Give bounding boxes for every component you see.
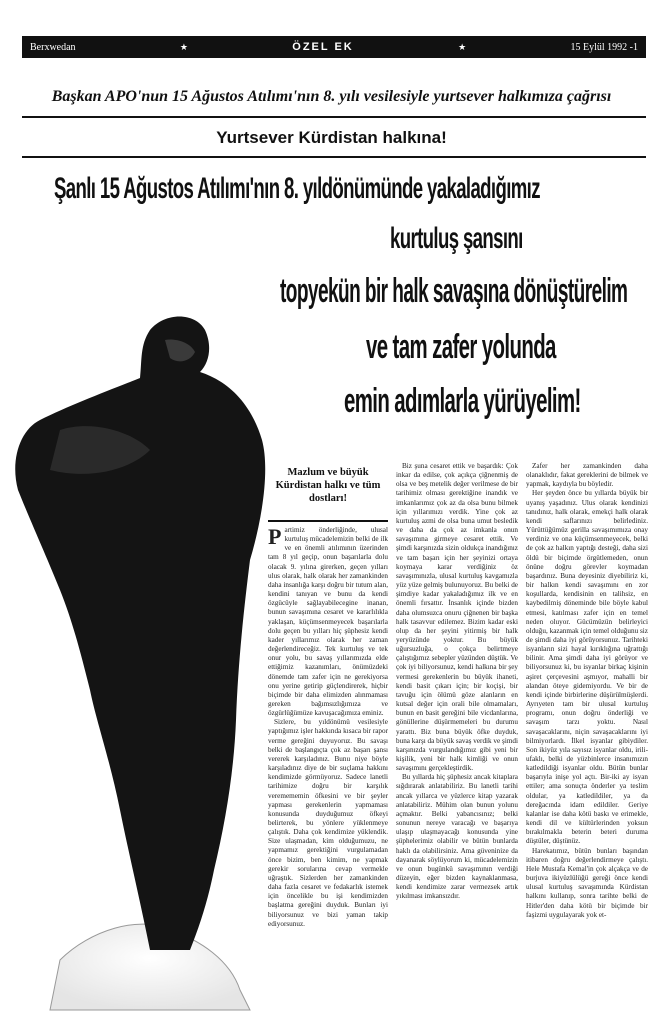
- body-column-3: [526, 462, 648, 1006]
- body-column-1: [268, 526, 388, 1006]
- body-column-2: [396, 462, 518, 1006]
- intro-box-title: Mazlum ve büyük Kürdistan halkı ve tüm dostları!: [275, 467, 381, 504]
- paragraph: Zafer her zamankinden daha olanaklıdır, fakat gereklerini de bilmek ve yapmak, kaydıyla bu böyledir.: [526, 462, 648, 489]
- header-date: 15 Eylül 1992 -1: [570, 41, 638, 53]
- header-section: ÖZEL EK: [292, 41, 354, 53]
- header-publication: Berxwedan: [30, 41, 76, 53]
- headline-line-3: topyekün bir halk savaşına dönüştürelim: [280, 272, 628, 310]
- paragraph: Harekatımız, bütün bunları başından itibaren doğru değerlendirmeye çalıştı. Hele Mustafa Kemal'in çok alçakça ve de burjuva ikiyüzlülüğü gereği önce kendi ulusal kurtuluş savaşımında Kürdistan halkını kullanıp, sonra tarihte belki de Hitler'den daha kötü bir biçimde bir faşizmi uygulayarak yok et-: [526, 846, 648, 919]
- paragraph: artimiz önderliğinde, ulusal kurtuluş mücadelemizin belki de ilk ve en önemli atılımının üzerinden tam 8 yıl geçip, onun başarılarla dolu olacak 9. yılına girerken, geçen yılları ulus olarak, halk olarak her zamankinden daha insanlığa karşı doğru bir tutum alan, kendini tanıyan ve bunu da kendi özgücüyle sağlayabilecegine inanan, bunun savaşımına cesaret ve kararlılıkla yaklaşan, küçümsenmeyecek başarılarla dolu geçen bu yılları hiç şüphesiz kendi kader yıllarımız olarak her zaman değerlendireceğiz. Tek kurtuluş ve tek onur yolu, bu savaş yıllarımızda elde ettiğimiz kazanımları, önümüzdeki dönemde tam zafer için ne gerekiyorsa onu yerine getirip güçlendirerek, hiçbir biçimde bir daha elimizden alınmaması gereken bağımsızlığımıza ve özgürlüğümüze kavuşacağımıza eminiz.: [268, 526, 388, 718]
- address-line: Yurtsever Kürdistan halkına!: [216, 128, 447, 147]
- headline-line-5: emin adımlarla yürüyelim!: [344, 382, 581, 420]
- header-bar: [22, 36, 646, 58]
- paragraph: Her şeyden önce bu yıllarda büyük bir uyanış yaşadınız. Ulus olarak kendinizi tanıdınız, halk olarak, emekçi halk olarak kendi saflarınızı belirlediniz. Yürüttüğümüz gerilla savaşımımıza onay verdiniz ve ona küçümsenmeyecek, belki de çok az halkın yaptığı desteği, daha sizi öldü bir biçimde örgütlemeden, onun önüne doğru görevler koymadan başardınız. Buna deyesiniz diyebiliriz ki, bir halkın kendi savaşımını en zor koşullarda, kendisinin en talihsiz, en kaybedilmiş döneminde bile böyle kabul etmesi, katılması zafer için en temel neden oluyor. Gücümüzün belirleyici olduğu, kazanmak için temel olduğunu siz de şimdi daha iyi görüyorsunuz. Tarihteki isyanların sizi hayal kırıklığına uğrattığı bilinir. Ama şimdi daha iyi görüyor ve biliyorsunuz ki, bu isyanlar birkaç kişinin aşiret çerçevesini aşmıyor, mahalli bir alandan öteye gidemiyordu. Ve bir de kendi içinde birbirlerine düşürülmüşlerdi. Ayrıyeten tam bir ulusal kurtuluş programı, onun doğru önderliği ve savaşım tarzı yoktu. Nasıl savaşacaklarını, niçin savaşacaklarını iyi bilmiyorlardı. İlkel isyanlar gibiydiler. Son ikiyüz yıla sayısız isyanlar oldu, irili-ufaklı, belki de yüzbinlerce insanımızın katledildiği isyanlar oldu. Bütün bunlar başarıyla inişe yol açtı. Bir-iki ay isyan ettiler; ama sonuçta önderler ya teslim oldular, ya katledildiler, ya da dereğacında idam edildiler. Geriye kalanlar ise daha kötü baskı ve erimekle, kendi dil ve kültürlerinden yoksun bırakılmakla beterin beteri duruma düştüler, düştünüz.: [526, 489, 648, 846]
- kicker: Başkan APO'nun 15 Ağustos Atılımı'nın 8. yılı vesilesiyle yurtsever halkımıza çağrısı: [51, 88, 612, 105]
- headline-line-2: kurtuluş şansını: [390, 222, 523, 255]
- headline-line-4: ve tam zafer yolunda: [366, 328, 556, 366]
- divider: [268, 520, 388, 522]
- star-icon: ★: [458, 41, 467, 52]
- divider: [22, 116, 646, 118]
- divider: [22, 156, 646, 158]
- paragraph: Bu yıllarda hiç şüphesiz ancak kitaplara sığdırarak anlatabiliriz. Bu lanetli tarihi ancak yıllarca ve yüzlerce kitap yazarak anlatabiliriz. Mühim olan bunun yolunu açmaktır. Belki yabancısınız; belki sonunun nereye varacağı ve başarıya ulaşıp ulaşmayacağı konusunda yine şüphelerimiz olabilir ve bütün bunlarda haklı da olabilirsiniz. Ama güveninize da dayanarak söylüyorum ki, mücadelemizin ve onun bugünkü savaşımının verdiği düzeyin, eğer bizden kaynaklanmasa, kendi kendimize zarar vermezsek artık yıkılması imkansızdır.: [396, 773, 518, 901]
- paragraph: Sizlere, bu yıldönümü vesilesiyle yaptığımız işler hakkında kısaca bir rapor verme gereğini duyuyoruz. Bu savaşı belki de başlangıçta çok az başarı şansı vererek karşıladınız. Bunu niye böyle karşıladınız diye de bir suçlama hakkını kendimizde görmüyoruz. Sadece lanetli tarihimize doğru bir karşılık veremememin öfkesini ve bir şeyler yapması gerekenlerin yapmaması konusunda duyduğumuz öfkeyi belirterek, bu yönlere yüklenmeye çalıştık. Daha çok kendimize yüklendik. Size ulaşmadan, kim olduğumuzu, ne yapmamız gerektiğini vurgulamadan önce bizim, ben kimim, ne yapmak gerekir sorularına cevap vermekle uğraştık. Sizlerden her zamankinden daha fazla cesaret ve fedakarlık istemek için öncelikle bu işi kendimizden başlatma gereğini duyduk. Bunları iyi biliyorsunuz ve bizi yaman takip ediyorsunuz.: [268, 718, 388, 928]
- headline-line-1: Şanlı 15 Ağustos Atılımı'nın 8. yıldönümünde yakaladığımız: [54, 172, 540, 205]
- star-icon: ★: [179, 41, 188, 52]
- paragraph: Biz şuna cesaret ettik ve başardık: Çok inkar da edilse, çok açıkça çiğnenmiş de olsa ve beş metelik değer verilmese de bir tarihimiz olması gerektiğine inandık ve imkanlarımız çok az da olsa bunu bilmek için yıllarımızı verdik. Yine çok az kurtuluş azmi de olsa buna umut besledik ve daha da çok az imkanla onun savaşımına girmeye cesaret ettik. Ve şimdi karşınızda sizin oldukça inandığınız ve tam başarı için her şeyinizi ortaya koymaya karar verdiğiniz öz savaşımınızla, ulusal kurtuluş kavgamızla yüz yüze gelmiş bulunuyoruz. Bu belki de şimdiye kadar yakaladığımız ilk ve en önemli fırsattır. İnsanlık içinde bizden daha olumsuzca onuru çiğnenen bir başka halk tasavvur edilemez. Bizim kadar eski olup da her şeyini yitirmiş bir halk yeryüzünde yoktur. Bu büyük uğursuzluğa, o çokça belirtmeye çalıştığımız sebepler yüzünden düştük. Ve çok iyi biliyorsunuz, kendi halkına bir şey vermesi gerekenlerin bu büyük ihaneti, kendi basit çıkarı için; bir koçişi, bir tavuğu için ölümü göze alanların en kutsal değer için orali bile olmamaları, bunun en basit gereğini bile vicdanlarına, gönüllerine düşürmemeleri bu durumu yarattı. Biz buna büyük öfke duyduk, buna karşı da büyük savaş verdik ve şimdi karşınızda vurgulandığımız gibi yeni bir kişilik, yeni bir halk kimliği ve onun savaşımını gerçekleştirdik.: [396, 462, 518, 773]
- drop-cap: P: [268, 526, 282, 549]
